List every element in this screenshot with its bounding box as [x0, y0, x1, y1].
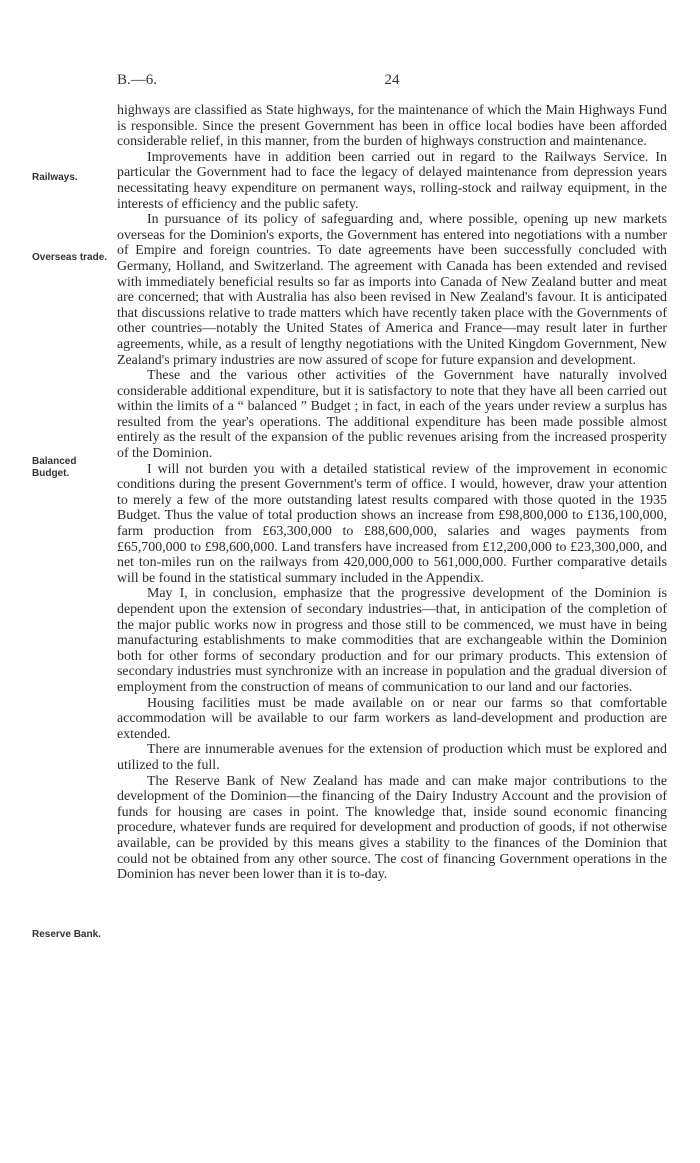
page-header	[117, 72, 667, 92]
paragraph-reserve-bank: The Reserve Bank of New Zealand has made and can make major contributions to the development of the Dominion—the financing of the Dairy Industry Account and the provision of funds for housing are cases in point. The knowledge that, inside sound economic financing procedure, whatever funds are required for development and production of goods, if not otherwise available, can be provided by this means gives a stability to the finances of the Dominion that could not be obtained from any other source. The cost of financing Government operations in the Dominion has never been lower than it is to-day.	[117, 773, 667, 883]
side-note-reserve-bank: Reserve Bank.	[32, 929, 101, 940]
paragraph-housing: Housing facilities must be made available on or near our farms so that comfortable accommodation will be available to our farm workers as land-development and production are extended.	[117, 695, 667, 742]
side-note-railways: Railways.	[32, 172, 78, 183]
paragraph-balanced-budget: These and the various other activities of the Government have naturally involved considerable additional expenditure, but it is satisfactory to note that they have all been carried out within the limits of a “ balanced ” Budget ; in fact, in each of the years under review a surplus has resulted from the year's operations. The additional expenditure has been made possible almost entirely as the result of the expansion of the public revenues arising from the increased prosperity of the Dominion.	[117, 368, 667, 462]
page-number: 24	[384, 72, 400, 88]
document-code: B.—6.	[117, 72, 158, 88]
side-note-balanced-budget: Balanced Budget.	[32, 456, 77, 479]
paragraph-production-avenues: There are innumerable avenues for the extension of production which must be explored and utilized to the full.	[117, 742, 667, 773]
body-text	[117, 103, 667, 883]
paragraph-highways: highways are classified as State highways, for the maintenance of which the Main Highways Fund is responsible. Since the present Government has been in office local bodies have been afforded considerable relief, in this manner, from the burden of highways construction and maintenance.	[117, 103, 667, 150]
paragraph-secondary-industries: May I, in conclusion, emphasize that the progressive development of the Dominion is dependent upon the extension of secondary industries—that, in anticipation of the completion of the major public works now in progress and those still to be commenced, we must have in being manufacturing establishments to make commodities that are exchangeable within the Dominion both for other forms of secondary production and for our primary products. This extension of secondary industries must synchronize with an increase in population and the gradual diversion of employment from the construction of means of communication to our land and our factories.	[117, 586, 667, 695]
paragraph-statistics: I will not burden you with a detailed statistical review of the improvement in economic conditions during the present Government's term of office. I would, however, draw your attention to merely a few of the more outstanding latest results compared with those quoted in the 1935 Budget. Thus the value of total production shows an increase from £98,800,000 to £136,100,000, farm production from £63,300,000 to £88,600,000, salaries and wages payments from £65,700,000 to £98,600,000. Land transfers have increased from £12,200,000 to £23,300,000, and net ton-miles run on the railways from 420,000,000 to 561,000,000. Further comparative details will be found in the statistical summary included in the Appendix.	[117, 461, 667, 586]
paragraph-railways: Improvements have in addition been carried out in regard to the Railways Service. In particular the Government had to face the legacy of delayed maintenance from depression years necessitating heavy expenditure on permanent ways, rolling-stock and railway equipment, in the interests of efficiency and the public safety.	[117, 149, 667, 212]
side-note-overseas-trade: Overseas trade.	[32, 252, 108, 263]
paragraph-overseas-trade: In pursuance of its policy of safeguarding and, where possible, opening up new markets overseas for the Dominion's exports, the Government has entered into negotiations with a number of Empire and foreign countries. To date agreements have been successfully concluded with Germany, Holland, and Switzerland. The agreement with Canada has been extended and revised with immediately beneficial results so far as imports into Canada of New Zealand butter and meat are concerned; that with Australia has also been revised in New Zealand's favour. It is anticipated that discussions relative to trade matters which have recently taken place with the Governments of other countries—notably the United States of America and France—may result later in further agreements, while, as a result of lengthy negotiations with the United Kingdom Government, New Zealand's primary industries are now assured of scope for future expansion and development.	[117, 212, 667, 368]
